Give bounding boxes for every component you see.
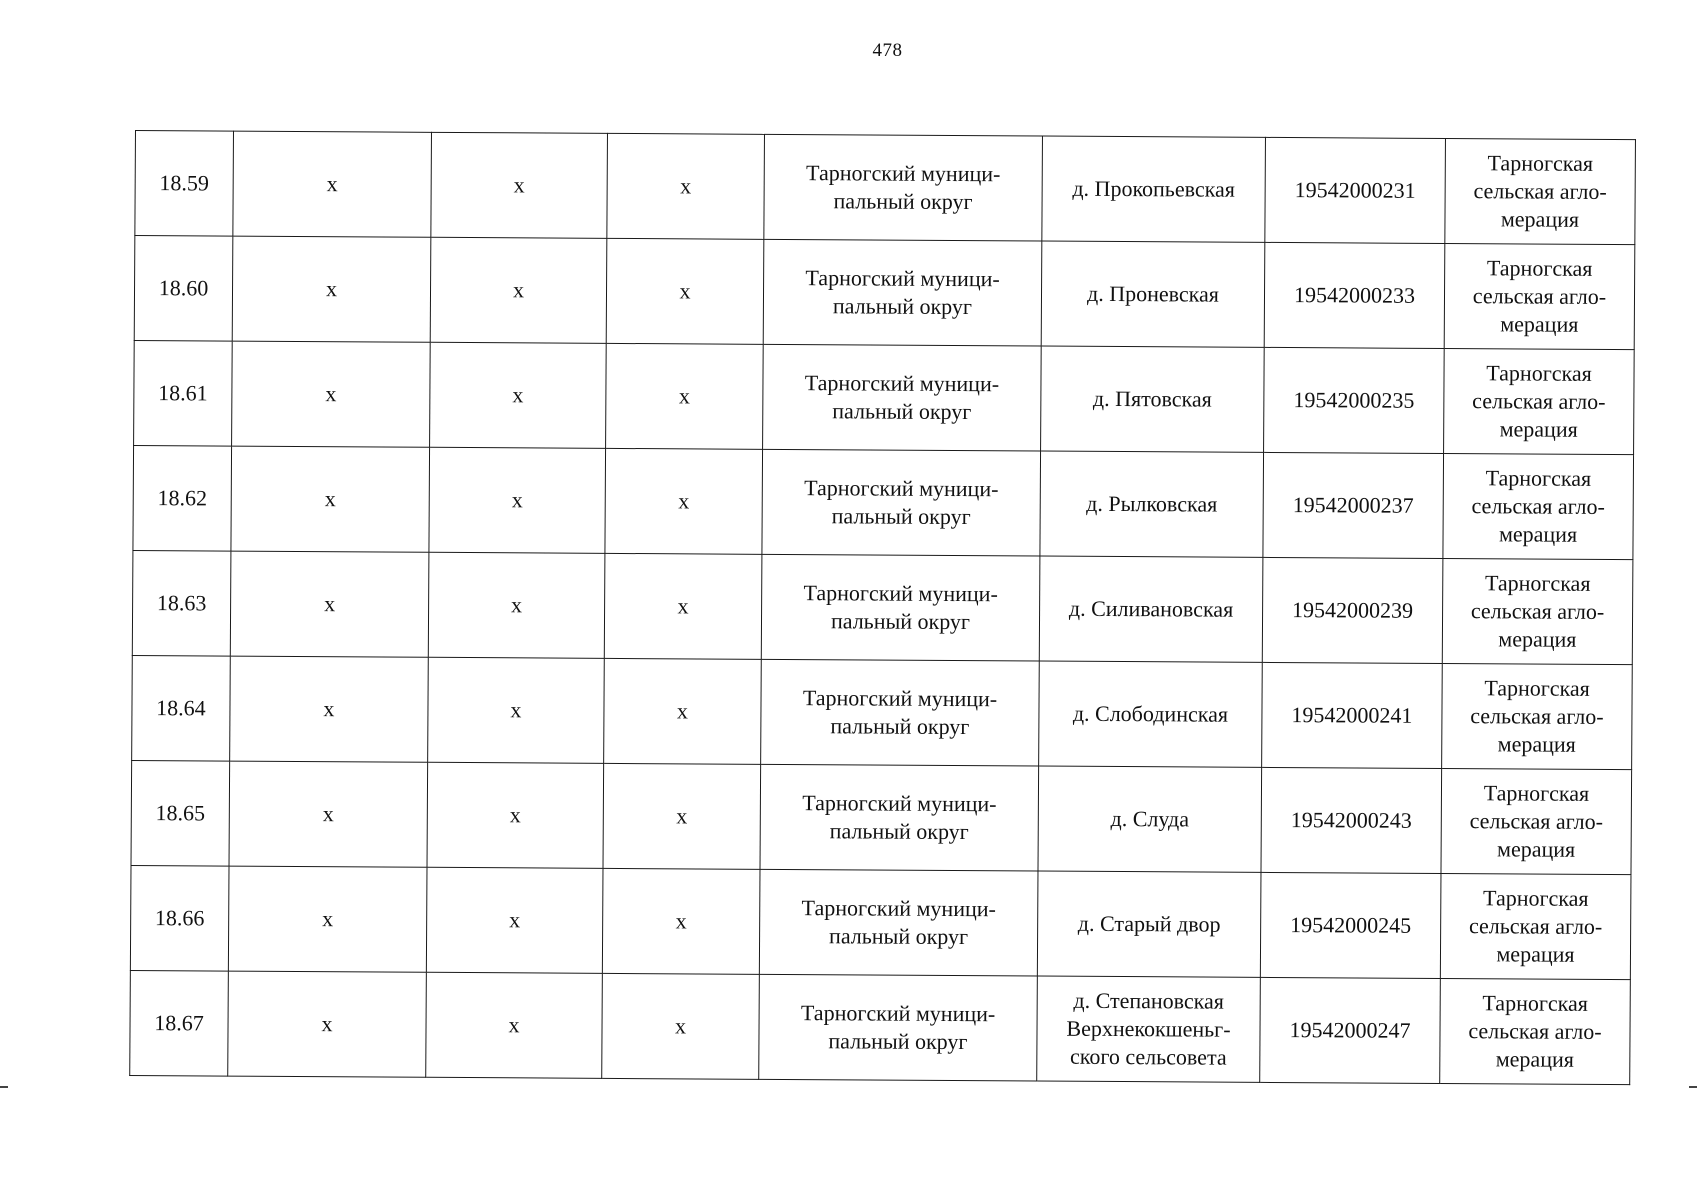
district-cell: Тарногский муници- пальный округ — [760, 764, 1039, 871]
table-row — [130, 970, 1631, 1084]
table-row — [131, 760, 1632, 874]
agglomeration-cell: Тарногская сельская агло- мерация — [1440, 873, 1631, 979]
settlements-table — [129, 130, 1636, 1085]
settlement-cell: д. Пятовская — [1041, 346, 1265, 452]
mark-cell: x — [427, 762, 604, 868]
mark-cell: x — [228, 866, 427, 972]
settlement-cell: д. Прокопьевская — [1042, 136, 1266, 242]
mark-cell: x — [231, 446, 430, 552]
mark-cell: x — [431, 132, 608, 238]
district-cell: Тарногский муници- пальный округ — [763, 344, 1042, 451]
agglomeration-cell: Тарногская сельская агло- мерация — [1444, 244, 1635, 350]
mark-cell: x — [429, 447, 606, 553]
table-row — [134, 340, 1635, 454]
mark-cell: x — [230, 551, 429, 657]
district-cell: Тарногский муници- пальный округ — [761, 554, 1040, 661]
table-row — [134, 236, 1635, 350]
row-number-cell: 18.67 — [130, 970, 229, 1076]
code-cell: 19542000243 — [1261, 767, 1442, 873]
mark-cell: x — [228, 971, 427, 1077]
mark-cell: x — [430, 237, 607, 343]
agglomeration-cell: Тарногская сельская агло- мерация — [1442, 558, 1633, 664]
row-number-cell: 18.62 — [133, 445, 232, 551]
table-body — [130, 131, 1636, 1085]
table-container — [129, 130, 1635, 1085]
row-number-cell: 18.61 — [134, 340, 233, 446]
mark-cell: x — [230, 656, 429, 762]
mark-cell: x — [232, 341, 431, 447]
code-cell: 19542000247 — [1260, 977, 1441, 1083]
table-row — [132, 550, 1633, 664]
code-cell: 19542000235 — [1264, 347, 1445, 453]
mark-cell: x — [604, 553, 762, 659]
mark-cell: x — [602, 973, 760, 1079]
agglomeration-cell: Тарногская сельская агло- мерация — [1441, 768, 1632, 874]
settlement-cell: д. Степановская Верхнекокшеньг- ского сельсовета — [1037, 976, 1261, 1082]
row-number-cell: 18.66 — [130, 865, 229, 971]
table-row — [132, 655, 1633, 769]
mark-cell: x — [607, 133, 765, 239]
mark-cell: x — [426, 867, 603, 973]
row-number-cell: 18.60 — [134, 236, 233, 342]
settlement-cell: д. Слуда — [1038, 766, 1262, 872]
row-number-cell: 18.59 — [135, 131, 234, 237]
row-number-cell: 18.63 — [132, 550, 231, 656]
agglomeration-cell: Тарногская сельская агло- мерация — [1443, 453, 1634, 559]
settlement-cell: д. Силивановская — [1039, 556, 1263, 662]
code-cell: 19542000237 — [1263, 452, 1444, 558]
district-cell: Тарногский муници- пальный округ — [759, 869, 1038, 976]
page-number: 478 — [872, 40, 903, 61]
mark-cell: x — [428, 552, 605, 658]
settlement-cell: д. Слободинская — [1039, 661, 1263, 767]
code-cell: 19542000241 — [1262, 662, 1443, 768]
mark-cell: x — [233, 131, 432, 237]
agglomeration-cell: Тарногская сельская агло- мерация — [1440, 978, 1631, 1084]
table-row — [130, 865, 1631, 979]
district-cell: Тарногский муници- пальный округ — [763, 239, 1042, 346]
table-row — [133, 445, 1634, 559]
row-number-cell: 18.64 — [132, 655, 231, 761]
mark-cell: x — [606, 238, 764, 344]
mark-cell: x — [603, 763, 761, 869]
code-cell: 19542000239 — [1262, 557, 1443, 663]
mark-cell: x — [232, 236, 431, 342]
mark-cell: x — [606, 343, 764, 449]
code-cell: 19542000233 — [1264, 242, 1445, 348]
mark-cell: x — [604, 658, 762, 764]
agglomeration-cell: Тарногская сельская агло- мерация — [1444, 349, 1635, 455]
left-edge-mark — [0, 1086, 8, 1088]
agglomeration-cell: Тарногская сельская агло- мерация — [1445, 139, 1636, 245]
mark-cell: x — [605, 448, 763, 554]
district-cell: Тарногский муници- пальный округ — [759, 974, 1038, 1081]
mark-cell: x — [426, 972, 603, 1078]
mark-cell: x — [428, 657, 605, 763]
mark-cell: x — [229, 761, 428, 867]
right-edge-mark — [1689, 1086, 1697, 1088]
district-cell: Тарногский муници- пальный округ — [761, 659, 1040, 766]
mark-cell: x — [602, 868, 760, 974]
row-number-cell: 18.65 — [131, 760, 230, 866]
settlement-cell: д. Старый двор — [1037, 871, 1261, 977]
settlement-cell: д. Рылковская — [1040, 451, 1264, 557]
table-row — [135, 131, 1636, 245]
code-cell: 19542000231 — [1265, 137, 1446, 243]
code-cell: 19542000245 — [1260, 872, 1441, 978]
district-cell: Тарногский муници- пальный округ — [764, 134, 1043, 241]
agglomeration-cell: Тарногская сельская агло- мерация — [1442, 663, 1633, 769]
mark-cell: x — [430, 342, 607, 448]
settlement-cell: д. Проневская — [1041, 241, 1265, 347]
district-cell: Тарногский муници- пальный округ — [762, 449, 1041, 556]
